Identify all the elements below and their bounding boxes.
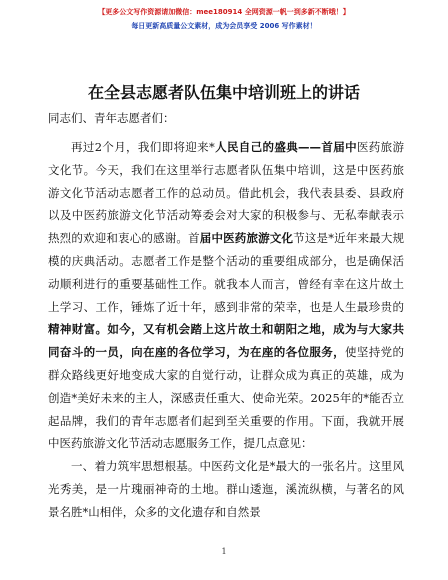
banner-line-1: 【更多公文写作资源请加微信：mee180914 全网资源一帆一到多新不断哦！】 xyxy=(98,8,350,16)
paragraph-1 xyxy=(48,136,404,455)
text-run-bold: 人民自己的盛典——首届中 xyxy=(214,140,357,154)
header-banner xyxy=(0,6,448,32)
document-title: 在全县志愿者队伍集中培训班上的讲话 xyxy=(87,83,360,102)
text-run: 使坚持党的群众路线更好地变成大家的自觉行动，让群众成为真正的英雄，成为创造*美好未来的主人，深感责任重大、使命光荣。2025年的*能否立起品牌，我们的青年志愿者们起到至关重要的作用。下面，我就开展中医药旅游文化节活动志愿服务工作，提几点意见： xyxy=(48,345,405,451)
text-run: 节这是*近年来最大规模的庆典活动。志愿者工作是整个活动的重要组成部分，也是确保活动顺利进行的重要基础性工作。就我本人而言，曾经有幸在这片故土上学习、工作，锤炼了近十年，感到非常的荣幸，也是人生最珍贵的 xyxy=(48,231,405,314)
salutation: 同志们、青年志愿者们： xyxy=(48,111,175,125)
document-body xyxy=(48,136,404,524)
text-run-bold: 精神财富。如今，又有机会踏上这片故土和朝阳之地，成为与大家共同奋斗的一员，向在座的各位学习，为在座的各位服务， xyxy=(48,322,404,360)
page-number: 1 xyxy=(221,547,227,556)
banner-line-2: 每日更新高质量公文素材，成为会员享受 2006 写作素材！ xyxy=(131,22,317,30)
text-run: 一、着力筑牢思想根基。中医药文化是*最大的一张名片。这里风光秀美，是一片瑰丽神奇的土地。群山逶迤，溪流纵横，与著名的风景名胜*山相伴，众多的文化遗存和自然景 xyxy=(48,459,404,519)
paragraph-2 xyxy=(48,455,404,523)
text-run: 再过2个月，我们即将迎来* xyxy=(71,140,215,154)
text-run: 医药旅游文化节。今天，我们在这里举行志愿者队伍集中培训，这是中医药旅游文化节活动志愿者工作的总动员。借此机会，我代表县委、县政府以及中医药旅游文化节活动筹委会对大家的积极参与、无私奉献表示热烈的欢迎和衷心的感谢。首 xyxy=(48,140,404,246)
text-run-bold: 届中医药旅游文化 xyxy=(199,231,294,246)
